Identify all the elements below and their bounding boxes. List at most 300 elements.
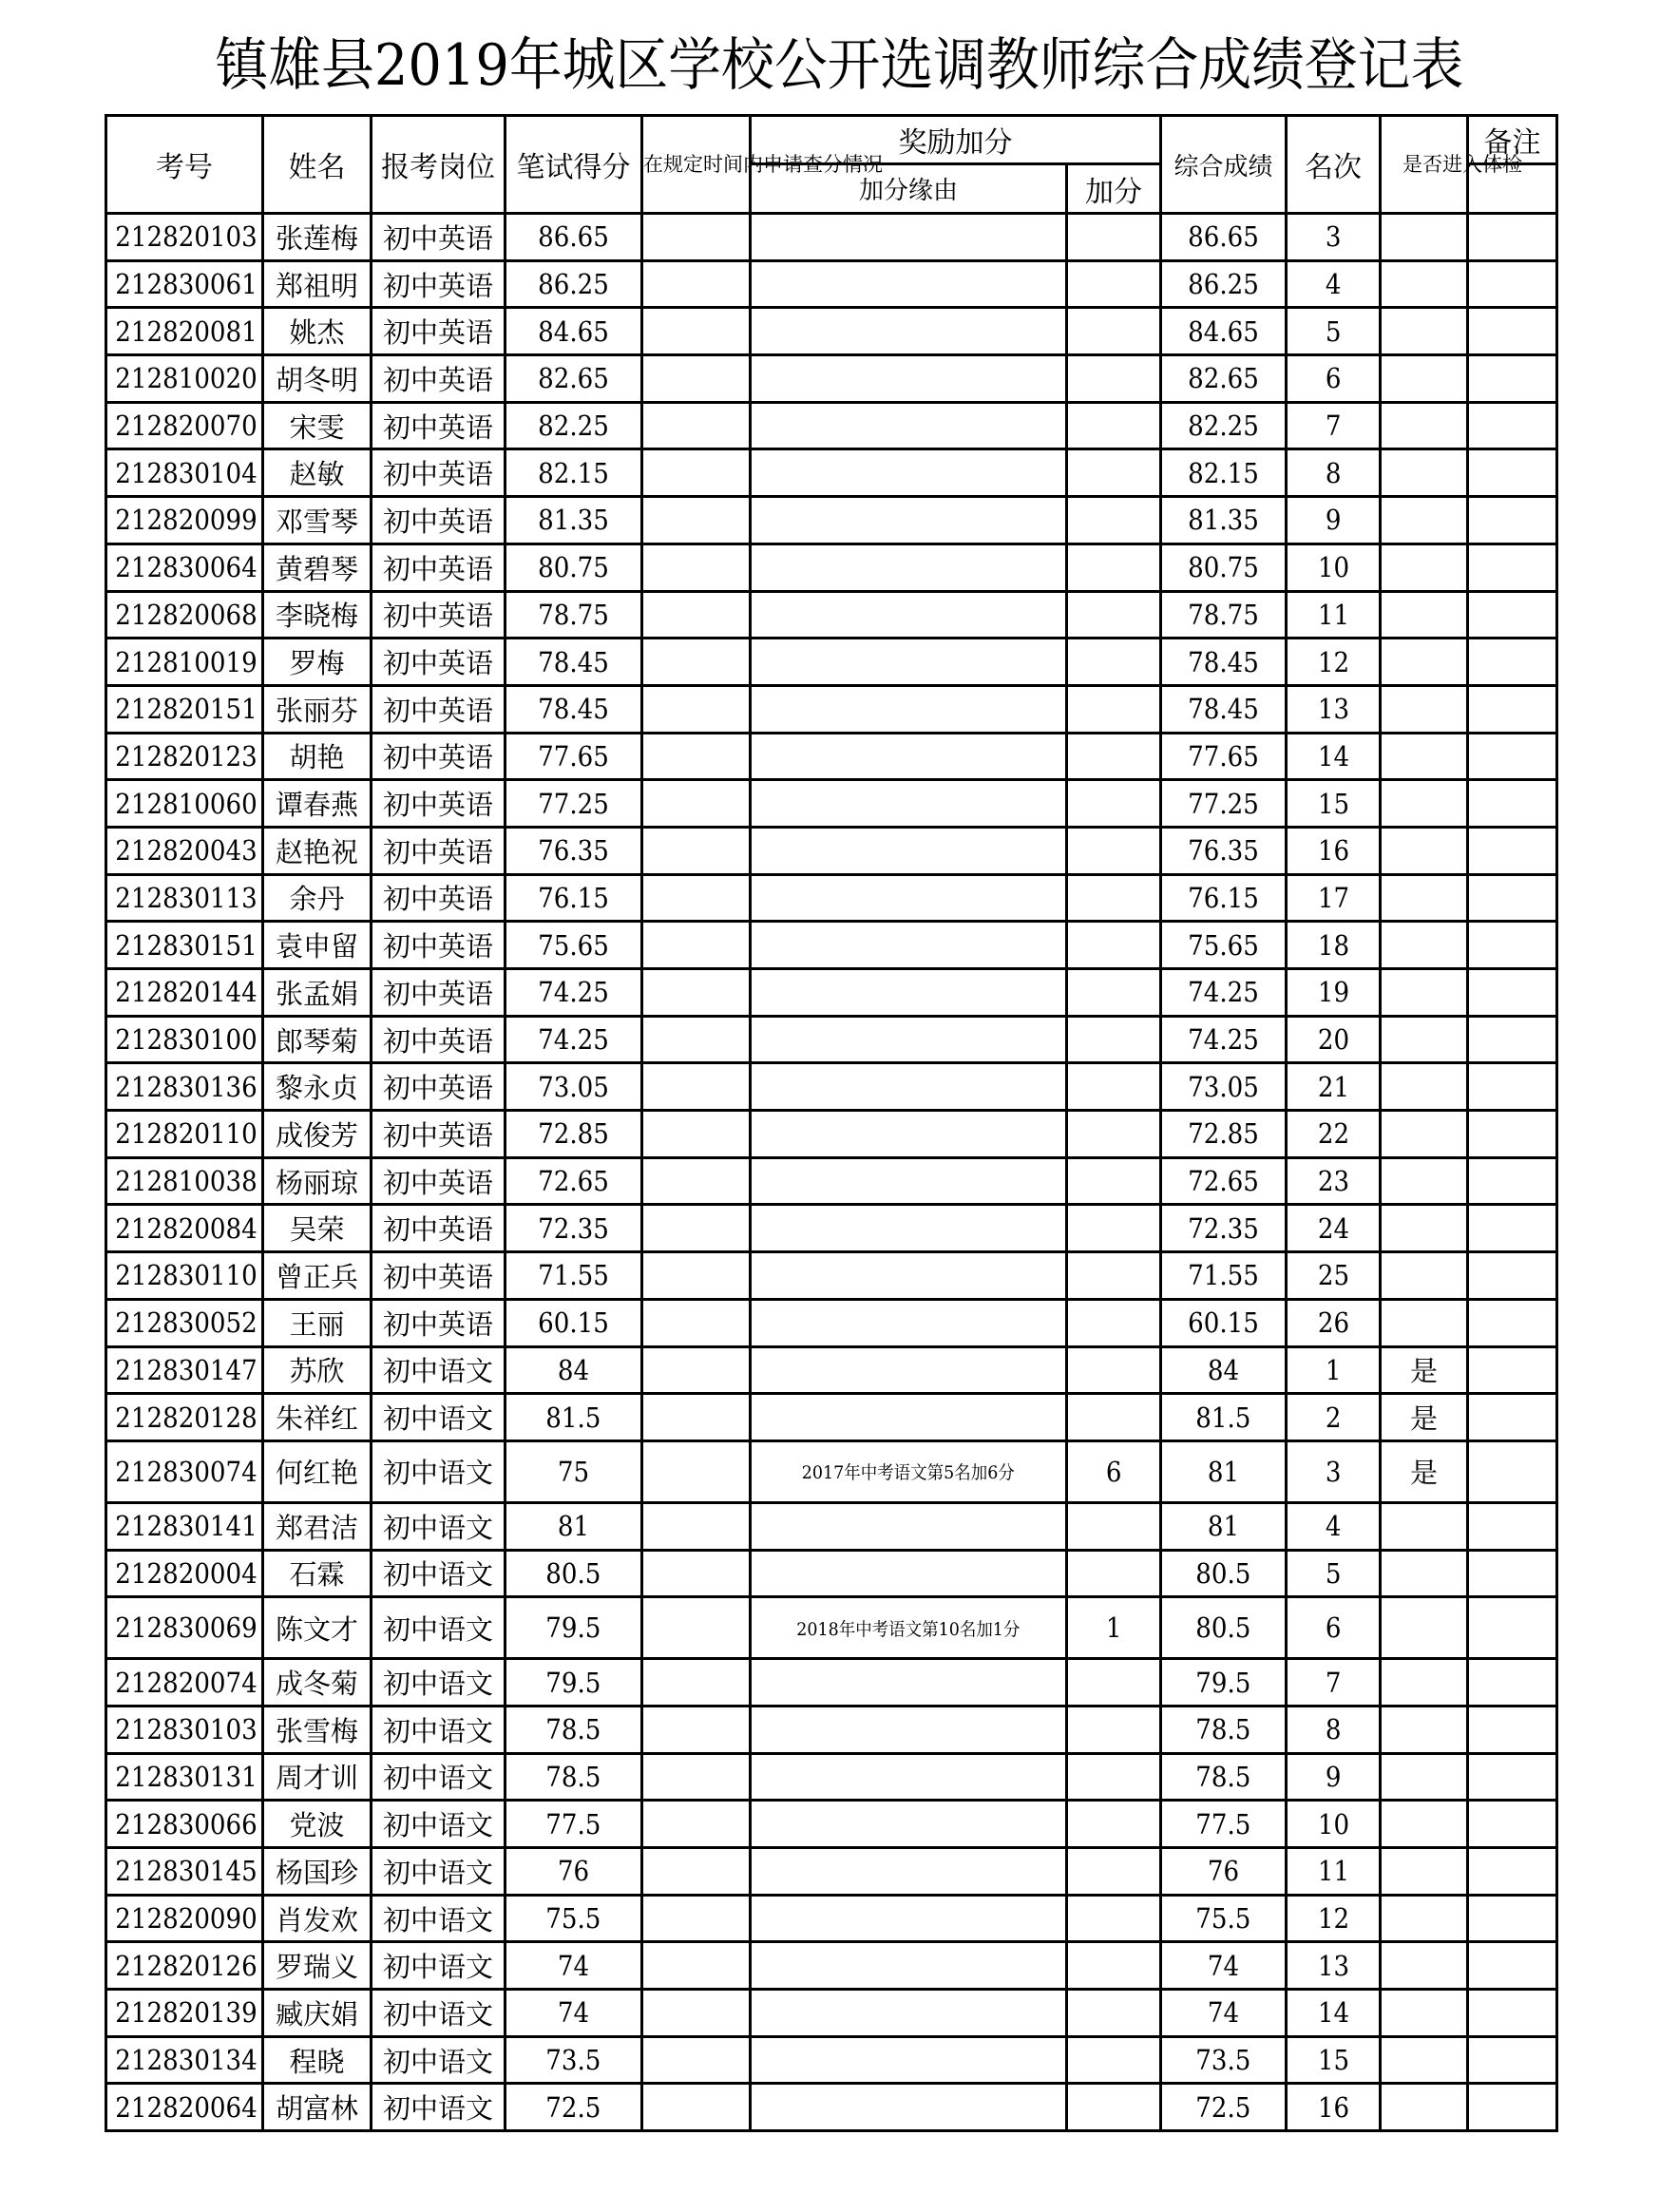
cell-bonus-points xyxy=(1067,308,1161,355)
cell-rank xyxy=(1287,1659,1381,1707)
cell-exam-no-text: 212820128 xyxy=(115,1401,258,1434)
cell-exam-no-text: 212820081 xyxy=(115,315,258,348)
cell-recheck xyxy=(642,780,751,828)
cell-total-score xyxy=(1161,1597,1287,1659)
cell-exam-no-text: 212830110 xyxy=(115,1259,258,1292)
cell-bonus-points xyxy=(1067,1299,1161,1346)
cell-recheck xyxy=(642,969,751,1017)
cell-written-score xyxy=(506,922,642,969)
cell-total-score xyxy=(1161,1440,1287,1502)
cell-remarks xyxy=(1468,543,1557,591)
cell-name xyxy=(263,449,372,497)
header-remarks: 备注 xyxy=(1468,116,1557,164)
cell-written-score-text: 72.5 xyxy=(545,2090,601,2124)
cell-written-score-text: 81.35 xyxy=(538,504,609,537)
cell-rank-text: 24 xyxy=(1317,1211,1349,1245)
cell-exam-no xyxy=(106,1597,263,1659)
cell-written-score-text: 82.25 xyxy=(538,410,609,443)
cell-position-text: 初中英语 xyxy=(382,647,493,680)
cell-bonus-reason xyxy=(751,591,1067,639)
cell-written-score-text: 79.5 xyxy=(545,1666,601,1699)
cell-recheck xyxy=(642,639,751,686)
table-row xyxy=(106,1205,1557,1252)
cell-written-score xyxy=(506,969,642,1017)
cell-name-text: 袁申留 xyxy=(275,930,358,963)
cell-recheck xyxy=(642,449,751,497)
table-row xyxy=(106,402,1557,449)
cell-written-score-text: 84 xyxy=(557,1353,590,1386)
cell-total-score-text: 74.25 xyxy=(1188,1023,1259,1057)
cell-written-score xyxy=(506,1063,642,1111)
cell-bonus-points xyxy=(1067,1016,1161,1063)
cell-remarks xyxy=(1468,402,1557,449)
cell-bonus-points xyxy=(1067,1111,1161,1158)
cell-rank-text: 8 xyxy=(1325,456,1342,489)
cell-position-text: 初中语文 xyxy=(382,1402,493,1436)
cell-rank xyxy=(1287,1597,1381,1659)
cell-rank xyxy=(1287,969,1381,1017)
table-row xyxy=(106,1394,1557,1441)
cell-rank-text: 5 xyxy=(1325,1556,1342,1590)
cell-exam-no xyxy=(106,969,263,1017)
cell-bonus-points xyxy=(1067,1753,1161,1801)
cell-bonus-reason xyxy=(751,639,1067,686)
cell-name-text: 胡冬明 xyxy=(275,363,358,396)
cell-name-text: 杨丽琼 xyxy=(275,1166,358,1199)
cell-exam-no-text: 212830134 xyxy=(115,2044,258,2077)
cell-recheck xyxy=(642,1990,751,2037)
cell-total-score xyxy=(1161,449,1287,497)
cell-remarks xyxy=(1468,1252,1557,1300)
cell-remarks xyxy=(1468,308,1557,355)
cell-rank-text: 20 xyxy=(1317,1023,1349,1057)
cell-remarks xyxy=(1468,1346,1557,1394)
cell-exam-no-text: 212820064 xyxy=(115,2090,258,2124)
cell-bonus-reason xyxy=(751,733,1067,780)
cell-remarks xyxy=(1468,827,1557,874)
cell-rank xyxy=(1287,685,1381,733)
cell-exam-no xyxy=(106,1205,263,1252)
cell-written-score-text: 60.15 xyxy=(538,1306,609,1340)
cell-recheck xyxy=(642,685,751,733)
cell-exam-no-text: 212820084 xyxy=(115,1211,258,1245)
cell-position xyxy=(372,2084,506,2131)
cell-exam-no-text: 212820099 xyxy=(115,504,258,537)
cell-name-text: 郎琴菊 xyxy=(275,1024,358,1058)
cell-position-text: 初中语文 xyxy=(382,2045,493,2078)
cell-bonus-points xyxy=(1067,1157,1161,1205)
cell-exam-no xyxy=(106,1895,263,1942)
cell-rank xyxy=(1287,1753,1381,1801)
cell-rank xyxy=(1287,591,1381,639)
cell-written-score xyxy=(506,355,642,403)
cell-recheck xyxy=(642,1801,751,1848)
cell-total-score-text: 77.5 xyxy=(1195,1807,1251,1840)
cell-total-score-text: 80.5 xyxy=(1195,1556,1251,1590)
cell-name xyxy=(263,1895,372,1942)
cell-bonus-reason xyxy=(751,827,1067,874)
cell-written-score xyxy=(506,1440,642,1502)
table-row xyxy=(106,1659,1557,1707)
cell-written-score xyxy=(506,497,642,544)
cell-rank xyxy=(1287,1895,1381,1942)
cell-total-score xyxy=(1161,827,1287,874)
cell-position-text: 初中英语 xyxy=(382,552,493,585)
cell-physical-exam xyxy=(1381,1706,1468,1753)
cell-bonus-points xyxy=(1067,1895,1161,1942)
cell-recheck xyxy=(642,402,751,449)
cell-position xyxy=(372,1016,506,1063)
cell-total-score-text: 84.65 xyxy=(1188,315,1259,348)
cell-written-score xyxy=(506,1550,642,1597)
cell-remarks xyxy=(1468,969,1557,1017)
cell-written-score xyxy=(506,1394,642,1441)
cell-rank-text: 18 xyxy=(1317,928,1349,962)
cell-position-text: 初中英语 xyxy=(382,977,493,1010)
cell-rank xyxy=(1287,497,1381,544)
cell-remarks xyxy=(1468,1895,1557,1942)
score-table xyxy=(105,114,1558,2132)
cell-total-score xyxy=(1161,780,1287,828)
cell-exam-no-text: 212830136 xyxy=(115,1070,258,1103)
cell-written-score-text: 79.5 xyxy=(545,1611,601,1645)
cell-written-score xyxy=(506,827,642,874)
table-row xyxy=(106,1990,1557,2037)
cell-total-score xyxy=(1161,308,1287,355)
cell-physical-exam-text: 是 xyxy=(1409,1355,1438,1388)
cell-recheck xyxy=(642,1205,751,1252)
cell-total-score xyxy=(1161,1659,1287,1707)
cell-name-text: 张丽芬 xyxy=(275,694,358,727)
cell-rank-text: 10 xyxy=(1317,551,1349,584)
cell-bonus-points xyxy=(1067,1205,1161,1252)
cell-rank-text: 12 xyxy=(1317,645,1349,678)
cell-exam-no-text: 212820043 xyxy=(115,834,258,868)
table-row xyxy=(106,1440,1557,1502)
cell-written-score xyxy=(506,1502,642,1550)
cell-rank xyxy=(1287,639,1381,686)
cell-exam-no-text: 212820004 xyxy=(115,1556,258,1590)
cell-written-score-text: 86.65 xyxy=(538,220,609,254)
cell-physical-exam xyxy=(1381,1502,1468,1550)
cell-exam-no xyxy=(106,1550,263,1597)
cell-name xyxy=(263,1502,372,1550)
table-row xyxy=(106,922,1557,969)
cell-written-score xyxy=(506,1111,642,1158)
cell-total-score-text: 79.5 xyxy=(1195,1666,1251,1699)
cell-remarks xyxy=(1468,1440,1557,1502)
cell-written-score xyxy=(506,1157,642,1205)
cell-rank-text: 2 xyxy=(1325,1401,1342,1434)
cell-physical-exam xyxy=(1381,1659,1468,1707)
cell-name xyxy=(263,591,372,639)
cell-name xyxy=(263,1252,372,1300)
cell-bonus-points xyxy=(1067,1252,1161,1300)
cell-exam-no xyxy=(106,1753,263,1801)
cell-remarks xyxy=(1468,449,1557,497)
table-row xyxy=(106,780,1557,828)
cell-name-text: 程晓 xyxy=(289,2045,345,2078)
cell-bonus-reason xyxy=(751,1111,1067,1158)
cell-written-score xyxy=(506,780,642,828)
cell-exam-no-text: 212820103 xyxy=(115,220,258,254)
cell-written-score-text: 77.65 xyxy=(538,739,609,772)
cell-exam-no xyxy=(106,2036,263,2084)
cell-bonus-points xyxy=(1067,1942,1161,1990)
cell-rank-text: 9 xyxy=(1325,1760,1342,1793)
cell-exam-no-text: 212820068 xyxy=(115,598,258,631)
cell-total-score xyxy=(1161,1706,1287,1753)
cell-position xyxy=(372,214,506,261)
cell-bonus-points xyxy=(1067,733,1161,780)
cell-rank xyxy=(1287,2084,1381,2131)
cell-position xyxy=(372,733,506,780)
cell-total-score-text: 82.15 xyxy=(1188,456,1259,489)
cell-written-score xyxy=(506,402,642,449)
cell-bonus-reason xyxy=(751,1990,1067,2037)
cell-exam-no xyxy=(106,260,263,308)
cell-position xyxy=(372,1942,506,1990)
cell-recheck xyxy=(642,733,751,780)
cell-name-text: 宋雯 xyxy=(289,410,345,444)
cell-physical-exam xyxy=(1381,874,1468,922)
cell-bonus-reason xyxy=(751,1157,1067,1205)
cell-position xyxy=(372,1659,506,1707)
cell-name-text: 罗瑞义 xyxy=(275,1951,358,1984)
table-row xyxy=(106,1848,1557,1896)
cell-bonus-points xyxy=(1067,449,1161,497)
cell-total-score xyxy=(1161,1550,1287,1597)
cell-name-text: 肖发欢 xyxy=(275,1903,358,1936)
cell-position-text: 初中语文 xyxy=(382,1762,493,1795)
cell-name xyxy=(263,1990,372,2037)
cell-remarks xyxy=(1468,1394,1557,1441)
cell-written-score-text: 76 xyxy=(557,1855,590,1888)
cell-bonus-reason xyxy=(751,1550,1067,1597)
cell-exam-no-text: 212830103 xyxy=(115,1713,258,1746)
cell-recheck xyxy=(642,1848,751,1896)
cell-bonus-points xyxy=(1067,1801,1161,1848)
table-row xyxy=(106,1706,1557,1753)
cell-rank-text: 17 xyxy=(1317,881,1349,914)
cell-name-text: 陈文才 xyxy=(275,1612,358,1646)
cell-exam-no xyxy=(106,543,263,591)
cell-remarks xyxy=(1468,1550,1557,1597)
cell-position xyxy=(372,449,506,497)
cell-written-score-text: 74.25 xyxy=(538,976,609,1009)
cell-bonus-reason-text: 2018年中考语文第10名加1分 xyxy=(796,1618,1021,1640)
cell-exam-no-text: 212830061 xyxy=(115,268,258,301)
table-row xyxy=(106,1016,1557,1063)
cell-position-text: 初中英语 xyxy=(382,363,493,396)
cell-position-text: 初中语文 xyxy=(382,1355,493,1388)
cell-position-text: 初中语文 xyxy=(382,1612,493,1646)
cell-physical-exam xyxy=(1381,1550,1468,1597)
cell-remarks xyxy=(1468,1753,1557,1801)
cell-total-score-text: 77.65 xyxy=(1188,739,1259,772)
cell-exam-no xyxy=(106,1157,263,1205)
cell-total-score xyxy=(1161,214,1287,261)
table-row xyxy=(106,214,1557,261)
cell-total-score xyxy=(1161,497,1287,544)
cell-exam-no-text: 212830074 xyxy=(115,1455,258,1488)
cell-physical-exam xyxy=(1381,969,1468,1017)
cell-name-text: 朱祥红 xyxy=(275,1402,358,1436)
cell-name xyxy=(263,497,372,544)
header-name: 姓名 xyxy=(263,116,372,214)
cell-total-score xyxy=(1161,639,1287,686)
cell-remarks xyxy=(1468,260,1557,308)
cell-name xyxy=(263,1440,372,1502)
cell-exam-no xyxy=(106,874,263,922)
cell-total-score xyxy=(1161,1016,1287,1063)
cell-recheck xyxy=(642,260,751,308)
table-row xyxy=(106,1942,1557,1990)
cell-rank xyxy=(1287,1016,1381,1063)
cell-total-score xyxy=(1161,1299,1287,1346)
cell-written-score-text: 80.5 xyxy=(545,1556,601,1590)
cell-position xyxy=(372,2036,506,2084)
cell-exam-no xyxy=(106,1111,263,1158)
cell-name xyxy=(263,1706,372,1753)
cell-remarks xyxy=(1468,2084,1557,2131)
cell-bonus-points xyxy=(1067,1346,1161,1394)
cell-exam-no xyxy=(106,2084,263,2131)
cell-remarks xyxy=(1468,591,1557,639)
cell-name xyxy=(263,1157,372,1205)
cell-rank-text: 14 xyxy=(1317,1996,1349,2030)
cell-recheck xyxy=(642,1440,751,1502)
cell-rank-text: 8 xyxy=(1325,1713,1342,1746)
cell-name xyxy=(263,1346,372,1394)
cell-position xyxy=(372,1394,506,1441)
cell-physical-exam xyxy=(1381,1346,1468,1394)
cell-written-score-text: 76.35 xyxy=(538,834,609,868)
cell-recheck xyxy=(642,1016,751,1063)
cell-name xyxy=(263,1753,372,1801)
cell-name xyxy=(263,922,372,969)
cell-rank-text: 9 xyxy=(1325,504,1342,537)
header-bonus-reason: 加分缘由 xyxy=(751,164,1067,214)
cell-recheck xyxy=(642,1063,751,1111)
cell-position-text: 初中英语 xyxy=(382,835,493,868)
cell-rank-text: 12 xyxy=(1317,1902,1349,1936)
cell-total-score xyxy=(1161,1502,1287,1550)
cell-name-text: 谭春燕 xyxy=(275,789,358,822)
table-row xyxy=(106,497,1557,544)
cell-written-score-text: 84.65 xyxy=(538,315,609,348)
cell-physical-exam xyxy=(1381,1016,1468,1063)
cell-position xyxy=(372,402,506,449)
cell-total-score xyxy=(1161,1801,1287,1848)
header-bonus-group: 奖励加分 xyxy=(751,116,1161,164)
cell-position xyxy=(372,1990,506,2037)
cell-remarks xyxy=(1468,1063,1557,1111)
header-rank: 名次 xyxy=(1287,116,1381,214)
cell-bonus-points xyxy=(1067,214,1161,261)
cell-rank xyxy=(1287,214,1381,261)
cell-total-score xyxy=(1161,1942,1287,1990)
cell-recheck xyxy=(642,1895,751,1942)
table-row xyxy=(106,1299,1557,1346)
cell-rank xyxy=(1287,308,1381,355)
cell-name xyxy=(263,402,372,449)
header-physical-exam: 是否进入体检 xyxy=(1381,116,1468,214)
cell-written-score-text: 78.75 xyxy=(538,598,609,631)
cell-exam-no xyxy=(106,1502,263,1550)
cell-rank xyxy=(1287,733,1381,780)
cell-bonus-reason xyxy=(751,1252,1067,1300)
cell-written-score-text: 75.65 xyxy=(538,928,609,962)
cell-exam-no-text: 212820126 xyxy=(115,1949,258,1982)
cell-written-score xyxy=(506,2084,642,2131)
cell-remarks xyxy=(1468,685,1557,733)
cell-physical-exam xyxy=(1381,402,1468,449)
cell-written-score xyxy=(506,308,642,355)
cell-position-text: 初中语文 xyxy=(382,1668,493,1701)
cell-rank-text: 11 xyxy=(1317,598,1349,631)
cell-rank-text: 13 xyxy=(1317,693,1349,726)
cell-rank xyxy=(1287,1063,1381,1111)
cell-exam-no-text: 212810060 xyxy=(115,787,258,820)
cell-total-score xyxy=(1161,1111,1287,1158)
table-row xyxy=(106,685,1557,733)
cell-name-text: 成俊芳 xyxy=(275,1118,358,1152)
cell-name-text: 周才训 xyxy=(275,1762,358,1795)
cell-position xyxy=(372,497,506,544)
cell-physical-exam xyxy=(1381,922,1468,969)
cell-recheck xyxy=(642,874,751,922)
cell-position-text: 初中语文 xyxy=(382,1558,493,1592)
cell-written-score-text: 71.55 xyxy=(538,1259,609,1292)
cell-bonus-reason xyxy=(751,1063,1067,1111)
cell-exam-no-text: 212830147 xyxy=(115,1353,258,1386)
cell-exam-no-text: 212830104 xyxy=(115,456,258,489)
cell-position-text: 初中语文 xyxy=(382,2092,493,2126)
cell-rank xyxy=(1287,1252,1381,1300)
cell-total-score-text: 73.05 xyxy=(1188,1070,1259,1103)
cell-physical-exam xyxy=(1381,1440,1468,1502)
cell-written-score xyxy=(506,1848,642,1896)
cell-recheck xyxy=(642,543,751,591)
cell-rank-text: 22 xyxy=(1317,1117,1349,1151)
cell-bonus-reason xyxy=(751,1346,1067,1394)
cell-written-score-text: 81 xyxy=(557,1510,590,1543)
cell-exam-no-text: 212830100 xyxy=(115,1023,258,1057)
cell-bonus-reason-text: 2017年中考语文第5名加6分 xyxy=(801,1462,1016,1484)
cell-name xyxy=(263,733,372,780)
cell-rank xyxy=(1287,1706,1381,1753)
cell-written-score-text: 78.45 xyxy=(538,645,609,678)
cell-bonus-reason xyxy=(751,497,1067,544)
cell-position xyxy=(372,827,506,874)
cell-remarks xyxy=(1468,780,1557,828)
cell-remarks xyxy=(1468,1659,1557,1707)
cell-exam-no xyxy=(106,1394,263,1441)
cell-physical-exam xyxy=(1381,827,1468,874)
cell-rank-text: 4 xyxy=(1325,1510,1342,1543)
cell-position-text: 初中语文 xyxy=(382,1997,493,2031)
cell-bonus-reason xyxy=(751,1394,1067,1441)
cell-name xyxy=(263,780,372,828)
cell-bonus-points xyxy=(1067,685,1161,733)
cell-position-text: 初中英语 xyxy=(382,1166,493,1199)
cell-position-text: 初中英语 xyxy=(382,1213,493,1247)
cell-rank xyxy=(1287,1801,1381,1848)
cell-position-text: 初中英语 xyxy=(382,694,493,727)
cell-total-score xyxy=(1161,260,1287,308)
cell-remarks xyxy=(1468,1157,1557,1205)
